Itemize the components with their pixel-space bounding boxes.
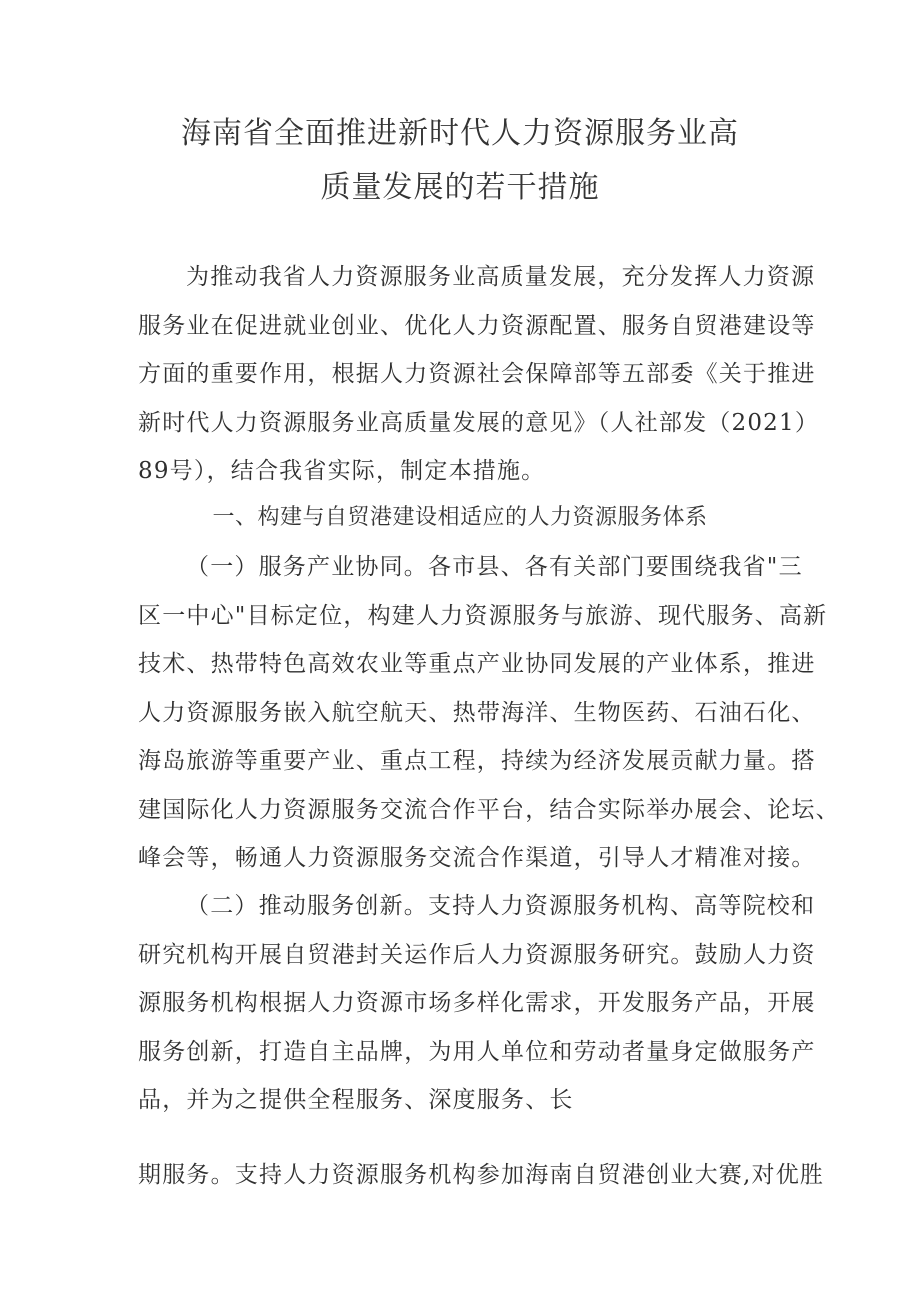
para2-line-4: 服务创新，打造自主品牌，为用人单位和劳动者量身定做服务产 (138, 1039, 816, 1065)
section-heading: 一、构建与自贸港建设相适应的人力资源服务体系 (212, 505, 708, 530)
document-title-line-1: 海南省全面推进新时代人力资源服务业高 (181, 116, 739, 151)
para1-line-4: 人力资源服务嵌入航空航天、热带海洋、生物医药、石油石化、 (138, 700, 816, 726)
document-title-line-2: 质量发展的若干措施 (320, 170, 600, 205)
para2-line-1: （二）推动服务创新。支持人力资源服务机构、高等院校和 (186, 893, 816, 919)
continuation-line: 期服务。支持人力资源服务机构参加海南自贸港创业大赛,对优胜 (138, 1162, 825, 1188)
intro-line-4: 新时代人力资源服务业高质量发展的意见》（人社部发（2021） (138, 410, 820, 436)
intro-line-1: 为推动我省人力资源服务业高质量发展，充分发挥人力资源 (186, 264, 816, 290)
para1-line-6: 建国际化人力资源服务交流合作平台，结合实际举办展会、论坛、 (138, 797, 840, 823)
para1-line-2: 区一中心"目标定位，构建人力资源服务与旅游、现代服务、高新 (138, 603, 828, 629)
para2-line-3: 源服务机构根据人力资源市场多样化需求，开发服务产品，开展 (138, 990, 816, 1016)
para1-line-7: 峰会等，畅通人力资源服务交流合作渠道，引导人才精准对接。 (138, 845, 816, 871)
para2-line-5: 品，并为之提供全程服务、深度服务、长 (138, 1087, 574, 1113)
intro-line-2: 服务业在促进就业创业、优化人力资源配置、服务自贸港建设等 (138, 313, 816, 339)
intro-line-5: 89号），结合我省实际，制定本措施。 (138, 458, 546, 484)
para1-line-5: 海岛旅游等重要产业、重点工程，持续为经济发展贡献力量。搭 (138, 748, 816, 774)
para1-line-3: 技术、热带特色高效农业等重点产业协同发展的产业体系，推进 (138, 651, 816, 677)
para2-line-2: 研究机构开展自贸港封关运作后人力资源服务研究。鼓励人力资 (138, 942, 816, 968)
para1-line-1: （一）服务产业协同。各市县、各有关部门要围绕我省"三 (186, 554, 803, 580)
intro-line-3: 方面的重要作用，根据人力资源社会保障部等五部委《关于推进 (138, 361, 816, 387)
